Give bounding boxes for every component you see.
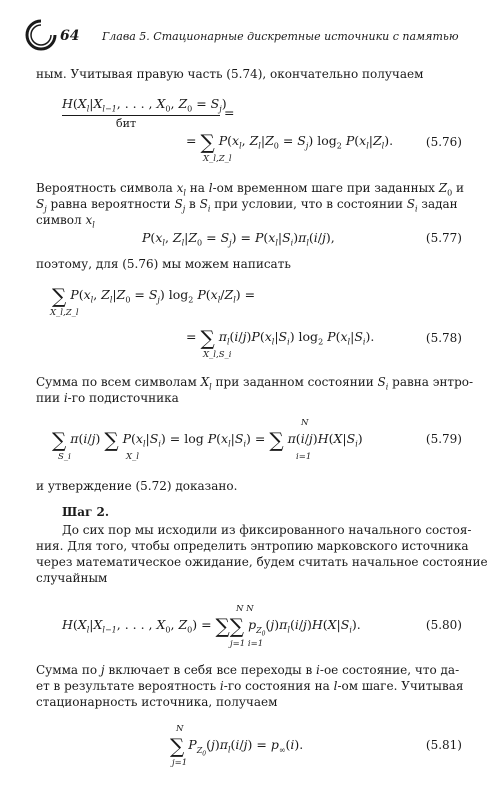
page-number-badge-icon xyxy=(24,18,58,52)
eq80: $H(X_l|X_{l-1}$, . . . , $X_0$, $Z_0$) = ∑∑ $p_{Z_0}(j)\pi_l(i/j)H(X|S_i)$. xyxy=(62,614,361,638)
eq78-line-1-sum-index: X_l,Z_l xyxy=(50,308,79,318)
eq80-sum-upper: N N xyxy=(236,604,254,614)
paragraph-4-line-1: Сумма по всем символам $X_l$ при заданном состоянии $S_i$ равна энтро- xyxy=(36,375,474,392)
eq80-number: (5.80) xyxy=(425,618,462,632)
eq76-number: (5.76) xyxy=(425,135,462,149)
eq77-number: (5.77) xyxy=(425,231,462,245)
paragraph-6-line-4: случайным xyxy=(36,571,108,585)
eq81-sum-upper: N xyxy=(176,724,184,734)
paragraph-2-line-3: символ $x_l$ xyxy=(36,213,95,230)
paragraph-7-line-3: стационарность источника, получаем xyxy=(36,695,278,709)
eq81-number: (5.81) xyxy=(425,738,462,752)
paragraph-7-line-1: Сумма по j включает в себя все переходы в i-ое состояние, что да- xyxy=(36,663,460,677)
paragraph-3: поэтому, для (5.76) мы можем написать xyxy=(36,257,291,271)
eq79-sum-index-3: i=1 xyxy=(296,452,312,462)
paragraph-6-line-3: через математическое ожидание, будем считать начальное состояние xyxy=(36,555,488,569)
paragraph-6-line-2: ния. Для того, чтобы определить энтропию марковского источника xyxy=(36,539,469,553)
running-head: Глава 5. Стационарные дискретные источники с памятью xyxy=(102,30,459,43)
paragraph-2-line-1: Вероятность символа $x_l$ на l-ом временном шаге при заданных $Z_0$ и xyxy=(36,181,464,198)
eq81: ∑ $P_{Z_0}(j)\pi_l(i/j) = p_\infty(i)$. xyxy=(170,734,304,758)
page-number: 64 xyxy=(60,28,80,44)
eq79-sum-upper: N xyxy=(301,418,309,428)
paragraph-4-line-2: пии i-го подисточника xyxy=(36,391,179,405)
eq78-line-2-sum-index: X_l,S_i xyxy=(203,350,232,360)
eq79-sum-index-1: S_i xyxy=(58,452,71,462)
eq77: $P(x_l$, $Z_l|Z_0 = S_j) = P(x_l|S_i)\pi_l(i/j)$, xyxy=(142,230,335,248)
eq80-sum-index: j=1 i=1 xyxy=(230,639,264,649)
paragraph-1: ным. Учитывая правую часть (5.74), окончательно получаем xyxy=(36,67,424,81)
paragraph-5: и утверждение (5.72) доказано. xyxy=(36,479,238,493)
eq79: ∑ π(i/j) ∑ $P(x_l|S_i) = \log P(x_l|S_i)$ = ∑ $\pi(i/j)H(X|S_i)$ xyxy=(52,428,363,452)
eq76-fraction-bar xyxy=(62,115,220,116)
step-2-heading: Шаг 2. xyxy=(62,505,110,519)
eq79-number: (5.79) xyxy=(425,432,462,446)
eq78-line-2: = ∑ $\pi_l(i/j)P(x_l|S_i)$ $\log_2 P(x_l|S_i)$. xyxy=(186,326,375,350)
eq79-sum-index-2: X_l xyxy=(126,452,140,462)
eq76-rhs: = ∑ $P(x_l$, $Z_l|Z_0 = S_j$) $\log_2 P(x_l|Z_l)$. xyxy=(186,130,394,154)
paragraph-7-line-2: ет в результате вероятность i-го состояния на l-ом шаге. Учитывая xyxy=(36,679,464,693)
paragraph-2-line-2: $S_j$ равна вероятности $S_j$ в $S_i$ при условии, что в состоянии $S_i$ задан xyxy=(36,197,458,214)
eq76-sum-index: X_l,Z_l xyxy=(203,154,232,164)
eq76-numerator: $H(X_l|X_{l-1}$, . . . , $X_0$, $Z_0 = S_j$) xyxy=(62,96,227,114)
page-header xyxy=(24,18,474,52)
eq76-equals: = xyxy=(224,105,235,120)
eq78-line-1: ∑ $P(x_l$, $Z_l|Z_0 = S_j$) $\log_2 P(x_l/Z_l)$ = xyxy=(52,284,256,308)
eq76-unit: бит xyxy=(116,117,137,130)
paragraph-6-line-1: До сих пор мы исходили из фиксированного начального состоя- xyxy=(62,523,472,537)
eq81-sum-index: j=1 xyxy=(172,758,188,768)
eq78-number: (5.78) xyxy=(425,331,462,345)
